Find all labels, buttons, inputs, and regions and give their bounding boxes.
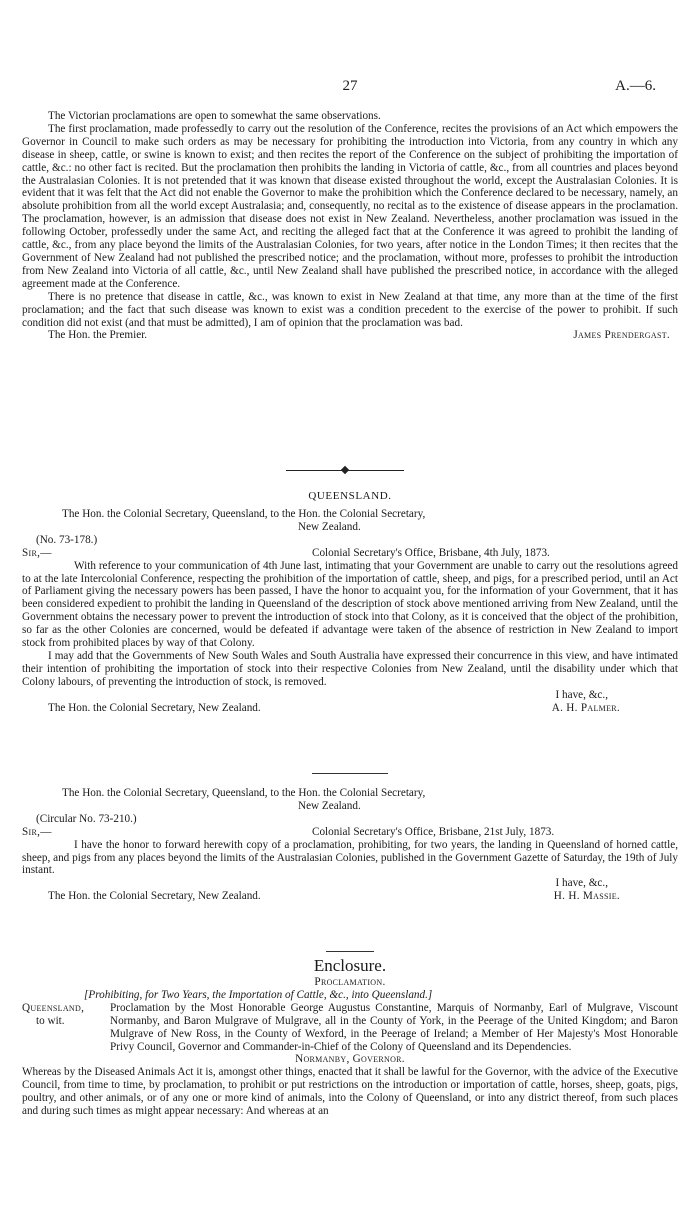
letter-2-from-to: The Hon. the Colonial Secretary, Queensland, to the Hon. the Colonial Secretary, — [62, 787, 426, 799]
victorian-paragraph-1: The Victorian proclamations are open to somewhat the same observations. — [48, 110, 381, 122]
section-divider — [286, 466, 404, 474]
victorian-addressee: The Hon. the Premier. — [48, 329, 148, 342]
letter-1 — [22, 508, 678, 715]
letter-1-from-to-line-2: New Zealand. — [298, 520, 361, 533]
proclamation-place — [22, 1002, 110, 1054]
letter-1-sir-line — [22, 547, 678, 560]
letter-1-paragraph-2: I may add that the Governments of New South Wales and South Australia have expressed their concurrence in this view, and have intimated their intention of prohibiting the importation of stock into their respective Colonies from New Zealand, until the disability under which that Colony labours, of preventing the introduction of stock, is removed. — [22, 649, 678, 688]
letter-2-paragraph-1: I have the honor to forward herewith copy of a proclamation, prohibiting, for two years, the landing in Queensland of horned cattle, sheep, and pigs from any places beyond the limits of the Australasian Colonies, published in the Government Gazette of Saturday, the 19th of July instant. — [22, 838, 678, 877]
letter-2-signature: H. H. Massie. — [553, 890, 620, 903]
proclamation-label: Proclamation. — [314, 976, 386, 988]
proclamation-place-to-wit: to wit. — [36, 1014, 65, 1027]
victorian-paragraph-2: The first proclamation, made professedly to carry out the resolution of the Conference, recites the provisions of an Act which empowers the Governor in Council to make such orders as may be necessary for prohibiting the introduction into Victoria, from any country in which any disease in sheep, cattle, or swine is known to exist; and then recites the report of the Conference on the subject of prohibiting the importation of cattle, &c.: no other fact is recited. But the proclamation then prohibits the landing in Victoria of cattle, &c., from all countries and places beyond the Australasian Colonies. It is not pretended that it was known that disease existed throughout the world, except the Australasian Colonies. It is evident that it was felt that the Act did not enable the Governor to make the prohibition which the Conference declared to be necessary, namely, an absolute prohibition from all the world except Australasia; and, consequently, no recital as to the existence of disease appears in the proclamation. The proclamation, however, is an admission that disease does not exist in New Zealand. Nevertheless, another proclamation was issued in the following October, professedly under the same Act, and reciting the alleged fact that at the Conference it was agreed to prohibit the landing of cattle, &c., from any place beyond the limits of the Australasian Colonies, for two years, after notice in the London Times; it then recites that the Government of New Zealand had not published the prescribed notice; and the proclamation, without more, professes to prohibit the introduction from New Zealand into Victoria of all cattle, &c., until New Zealand shall have published the prescribed notice, in accordance with the alleged agreement made at the Conference. — [22, 122, 678, 290]
enclosure — [22, 956, 678, 1118]
letter-2-dateline: Colonial Secretary's Office, Brisbane, 21st July, 1873. — [312, 825, 555, 838]
proclamation-governor: Normanby, Governor. — [295, 1053, 405, 1066]
victorian-section — [22, 110, 678, 342]
queensland-heading: QUEENSLAND. — [308, 490, 392, 502]
proclamation-text: Proclamation by the Most Honorable George Augustus Constantine, Marquis of Normanby, Earl of Mulgrave, Viscount Normanby, and Baron Mulgrave of Mulgrave, all in the County of York, in the Peerage of the United Kingdom; and Baron Mulgrave of New Ross, in the County of Wexford, in the Peerage of Ireland; a Member of Her Majesty's Most Honorable Privy Council, Governor and Commander-in-Chief of the Colony of Queensland and its Dependencies. — [110, 1001, 678, 1053]
letter-1-paragraph-1: With reference to your communication of 4th June last, intimating that your Government are unable to carry out the resolutions agreed to at the late Intercolonial Conference, respecting the prohibition of the importation of cattle, sheep, and pigs, for a prescribed period, until an Act of Parliament giving the necessary powers has been passed, I have the honor to acquaint you, for the information of your Government, that it has been considered expedient to prohibit the landing in Queensland of the description of stock above mentioned arriving from New Zealand, until the Government obtains the necessary power to prevent the introduction of stock into that Colony, as it is conceived that the object of the prohibition, so far as the other Colonies are concerned, would be defeated if advantage were taken of the absence of restriction in New Zealand to import stock from prohibited places by way of that Colony. — [22, 559, 678, 650]
letter-1-addressee: The Hon. the Colonial Secretary, New Zealand. — [48, 701, 261, 714]
enclosure-title: Enclosure. — [313, 956, 387, 975]
letter-divider — [312, 773, 388, 774]
victorian-signature-line — [22, 329, 678, 342]
letter-1-dateline: Colonial Secretary's Office, Brisbane, 4th July, 1873. — [312, 546, 550, 559]
letter-1-number: (No. 73-178.) — [36, 533, 98, 546]
proclamation-place-name: Queensland, — [22, 1001, 85, 1014]
letter-1-signature-line — [22, 702, 678, 715]
letter-2-closing: I have, &c., — [555, 877, 608, 890]
letter-2-salutation: Sir,— — [22, 825, 52, 838]
proclamation-body — [22, 1002, 678, 1054]
letter-2-signature-line — [22, 890, 678, 903]
letter-1-signature: A. H. Palmer. — [551, 701, 620, 714]
proclamation-whereas: Whereas by the Diseased Animals Act it is, amongst other things, enacted that it shall be lawful for the Governor, with the advice of the Executive Council, from time to time, by proclamation, to prohibit or put restrictions on the introduction or importation of cattle, horses, sheep, goats, pigs, poultry, and other animals, or of any one or more kind of animals, into the Colony of Queensland, or into any district thereof, from such places and during such times as might appear necessary: And whereas at an — [22, 1066, 678, 1118]
letter-2-from-to-line-2: New Zealand. — [298, 799, 361, 812]
page-number: 27 — [342, 78, 358, 94]
enclosure-divider — [326, 951, 374, 952]
victorian-paragraph-3: There is no pretence that disease in cattle, &c., was known to exist in New Zealand at that time, any more than at the time of the first proclamation; and the fact that such disease was known to exist was a condition precedent to the exercise of the power to prohibit. If such condition did not exist (and that must be admitted), I am of opinion that the proclamation was bad. — [22, 290, 678, 329]
letter-1-from-to: The Hon. the Colonial Secretary, Queensland, to the Hon. the Colonial Secretary, — [62, 508, 426, 520]
letter-1-salutation: Sir,— — [22, 546, 52, 559]
victorian-signature: James Prendergast. — [573, 329, 670, 342]
letter-2-sir-line — [22, 826, 678, 839]
letter-2-addressee: The Hon. the Colonial Secretary, New Zealand. — [48, 890, 261, 903]
letter-2 — [22, 787, 678, 903]
document-reference: A.—6. — [615, 78, 656, 94]
letter-1-closing: I have, &c., — [555, 688, 608, 701]
letter-2-number: (Circular No. 73-210.) — [36, 812, 137, 825]
proclamation-subtitle: [Prohibiting, for Two Years, the Importation of Cattle, &c., into Queensland.] — [84, 988, 433, 1001]
